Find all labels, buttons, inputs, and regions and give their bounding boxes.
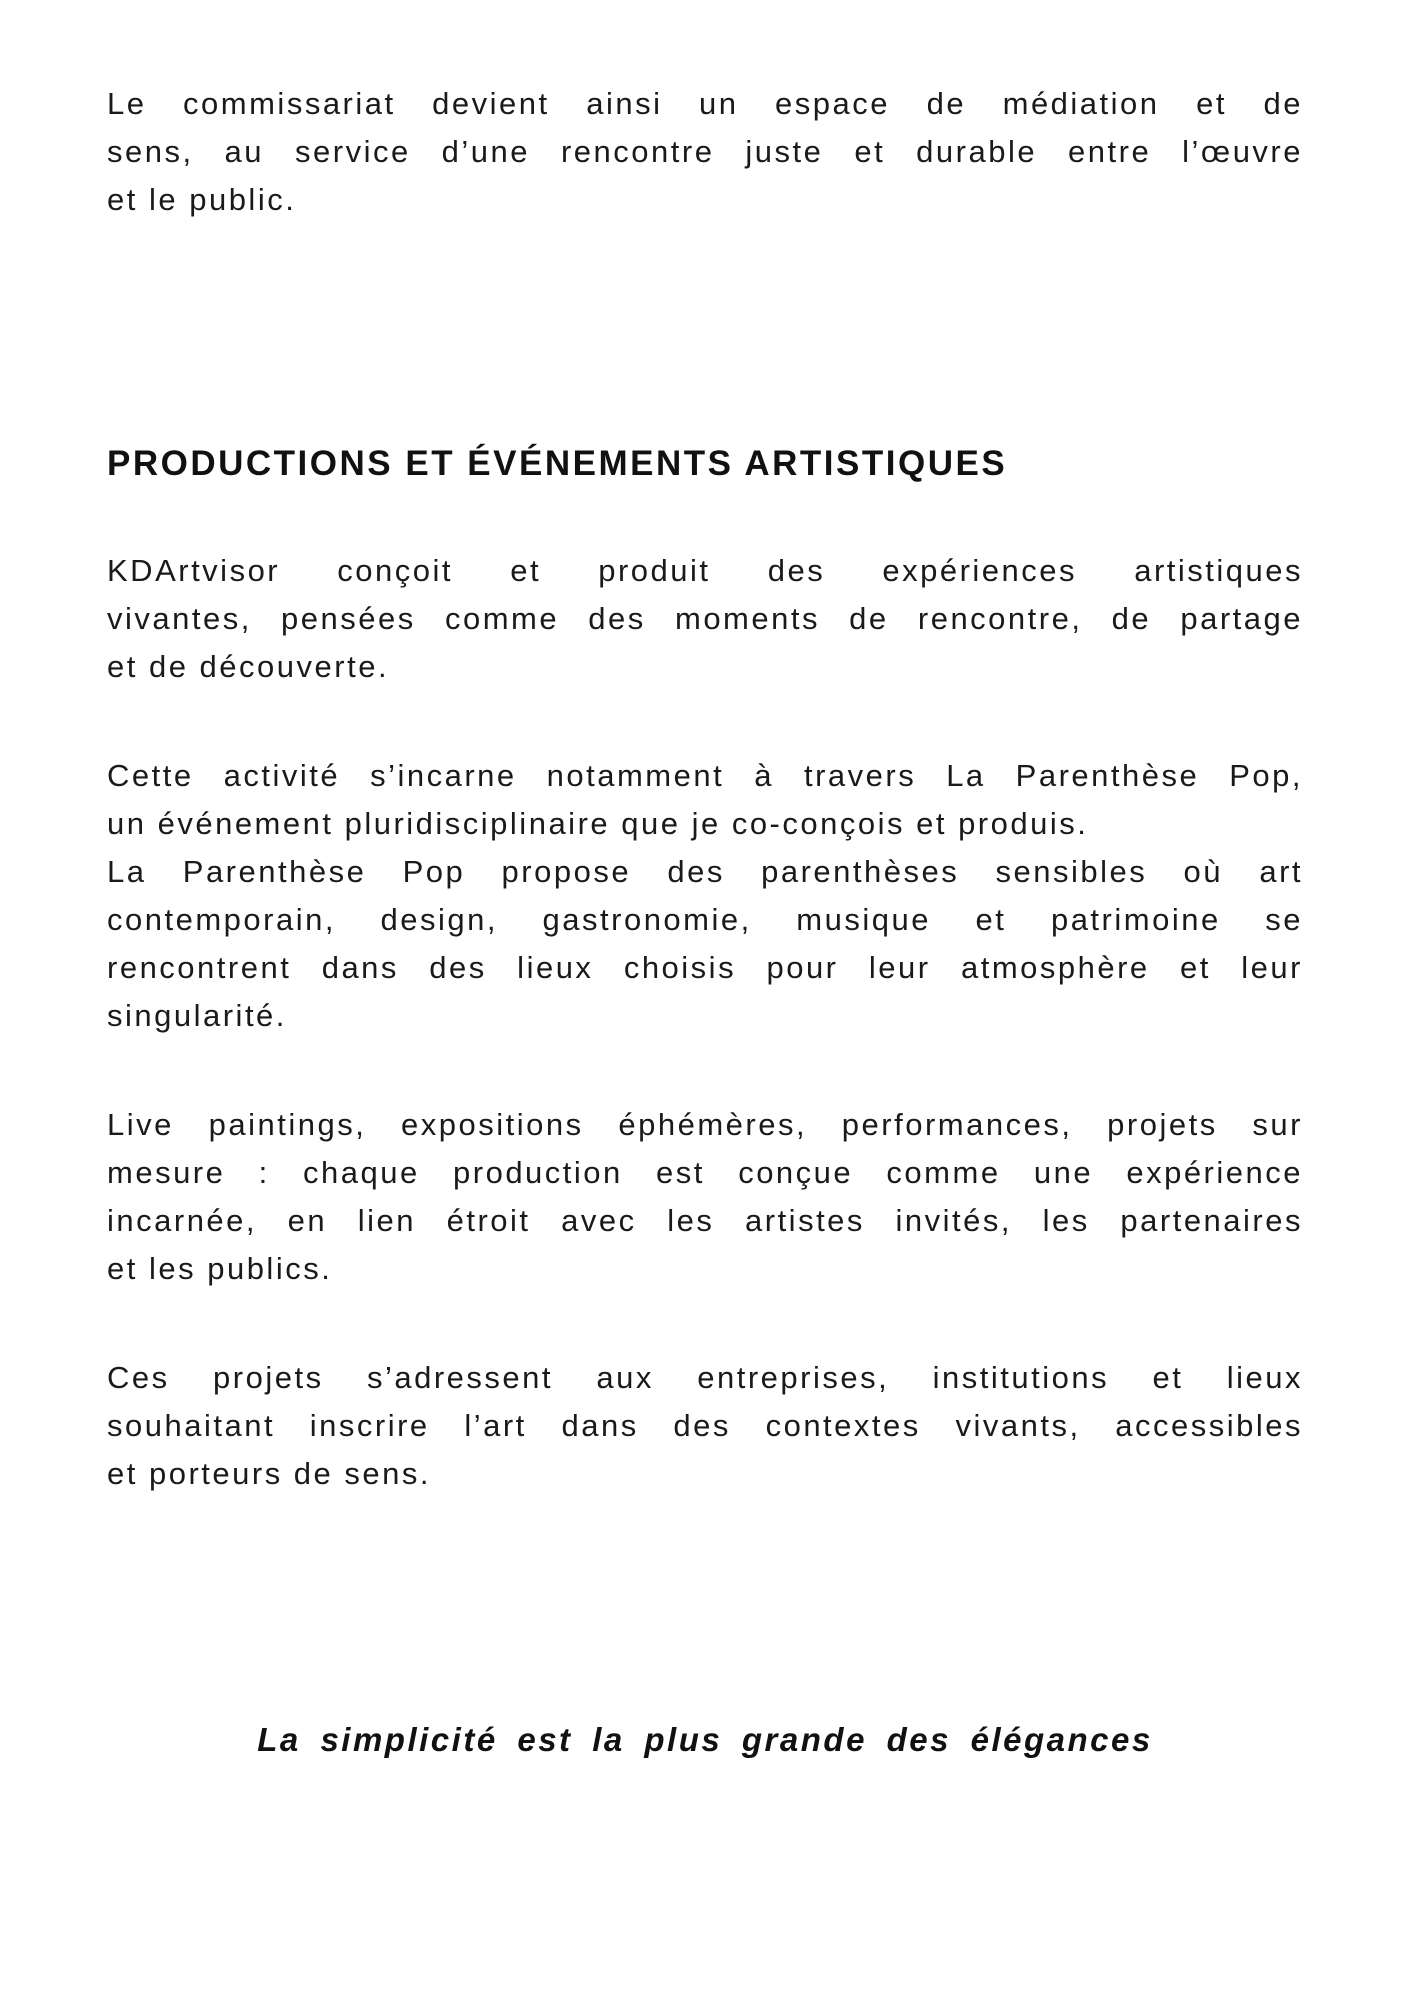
paragraph-line: KDArtvisor conçoit et produit des expériences artistiques — [107, 553, 1303, 588]
body-paragraph — [107, 1101, 1303, 1293]
paragraph-line: rencontrent dans des lieux choisis pour leur atmosphère et leur — [107, 950, 1303, 985]
paragraph-line: Live paintings, expositions éphémères, performances, projets sur — [107, 1107, 1303, 1142]
paragraph-line: et le public. — [107, 182, 297, 217]
paragraph-line: et les publics. — [107, 1251, 333, 1286]
paragraph-line: et de découverte. — [107, 649, 390, 684]
paragraph-line: mesure : chaque production est conçue comme une expérience — [107, 1155, 1303, 1190]
section-heading: PRODUCTIONS ET ÉVÉNEMENTS ARTISTIQUES — [107, 444, 1008, 483]
paragraph-line: souhaitant inscrire l’art dans des contextes vivants, accessibles — [107, 1408, 1303, 1443]
paragraph-line: contemporain, design, gastronomie, musique et patrimoine se — [107, 902, 1303, 937]
paragraph-line: un événement pluridisciplinaire que je co-conçois et produis. — [107, 806, 1089, 841]
paragraph-line: singularité. — [107, 998, 287, 1033]
body-paragraph — [107, 752, 1303, 1040]
paragraph-line: incarnée, en lien étroit avec les artistes invités, les partenaires — [107, 1203, 1303, 1238]
paragraph-line: vivantes, pensées comme des moments de rencontre, de partage — [107, 601, 1303, 636]
paragraph-line: Cette activité s’incarne notamment à travers La Parenthèse Pop, — [107, 758, 1303, 793]
paragraph-line: Ces projets s’adressent aux entreprises, institutions et lieux — [107, 1360, 1303, 1395]
paragraph-line: Le commissariat devient ainsi un espace de médiation et de — [107, 86, 1303, 121]
paragraph-line: et porteurs de sens. — [107, 1456, 431, 1491]
body-paragraph — [107, 1354, 1303, 1498]
paragraph-line: sens, au service d’une rencontre juste et durable entre l’œuvre — [107, 134, 1303, 169]
intro-paragraph — [107, 80, 1303, 224]
paragraph-line: La Parenthèse Pop propose des parenthèses sensibles où art — [107, 854, 1303, 889]
closing-quote: La simplicité est la plus grande des élégances — [257, 1721, 1153, 1758]
body-paragraph — [107, 547, 1303, 691]
